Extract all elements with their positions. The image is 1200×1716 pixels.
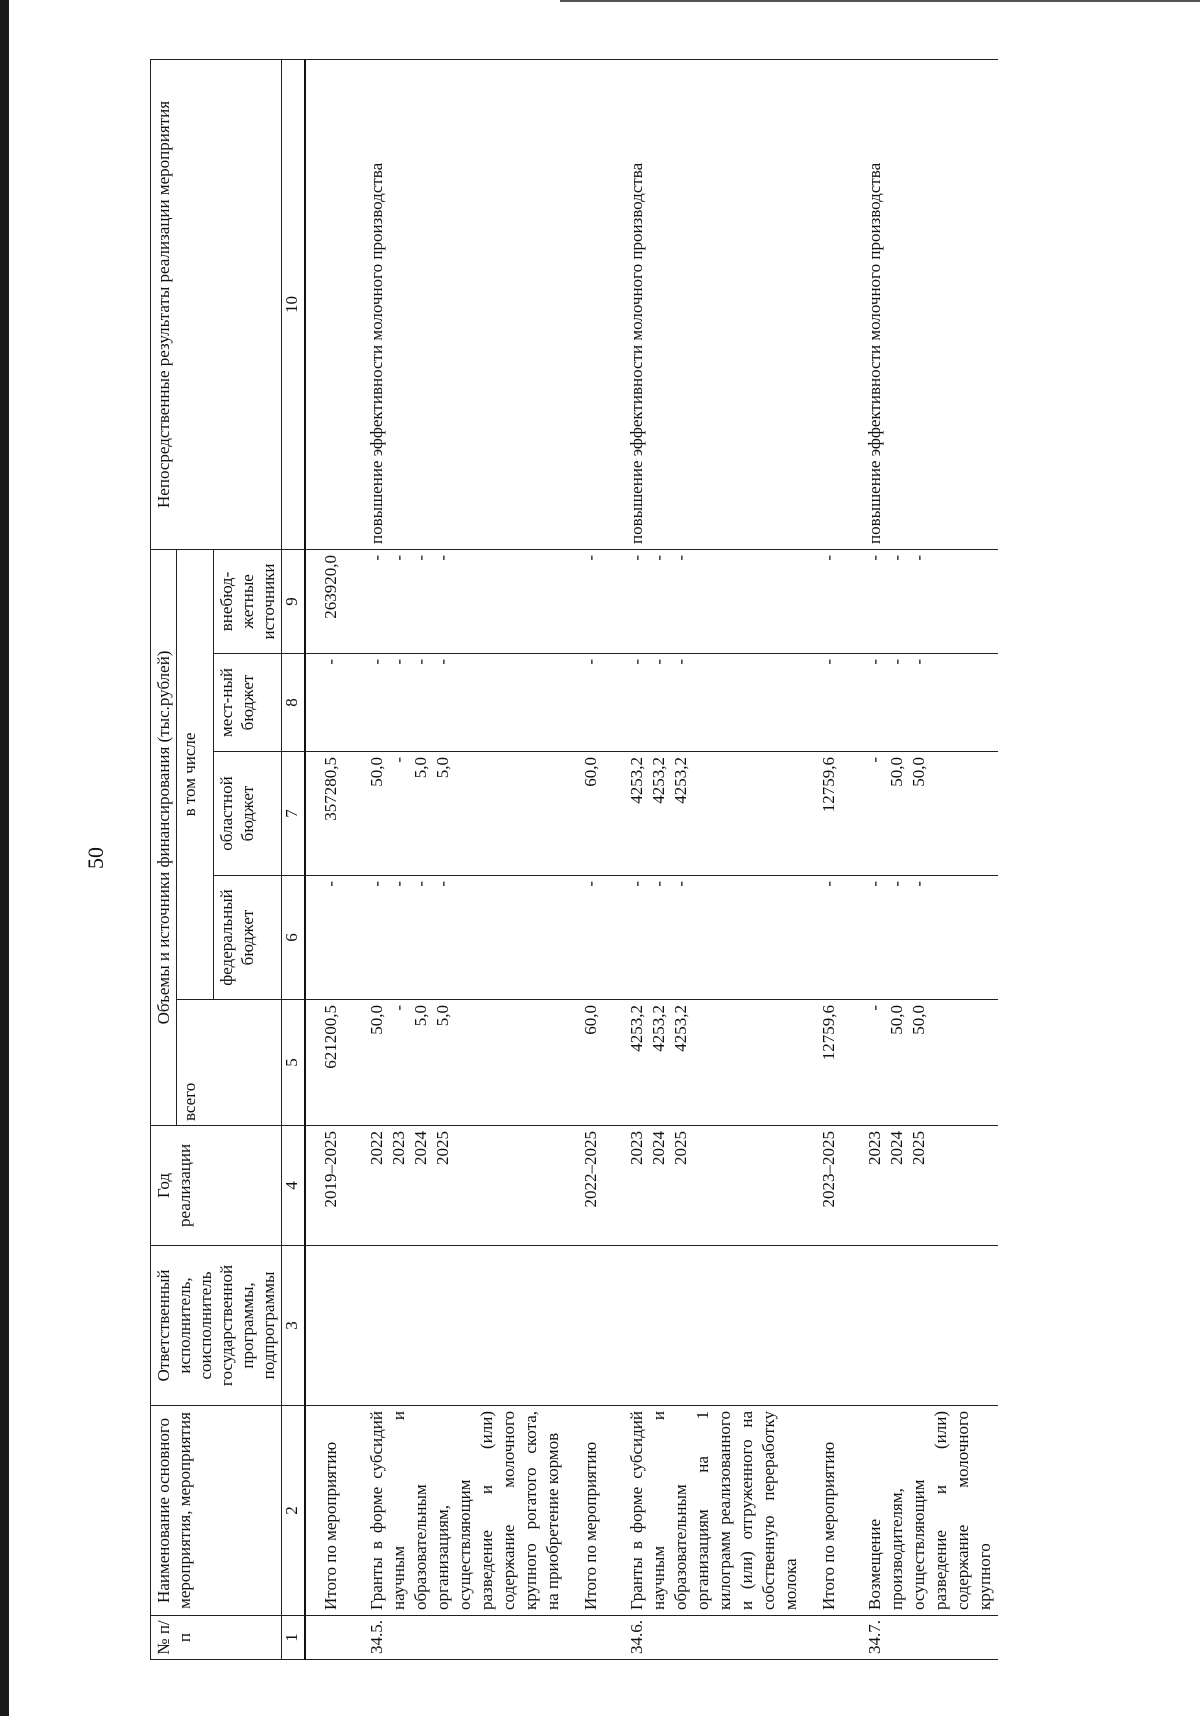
amount-total [344, 1000, 566, 1126]
scan-edge-bar [0, 0, 9, 1716]
amount-value: 60,0 [581, 1005, 600, 1035]
amount-regional [305, 752, 344, 876]
row-years [842, 1126, 998, 1246]
amount-value: - [649, 881, 668, 887]
year-value: 2024 [887, 1131, 906, 1165]
header-regional: областной бюджет [214, 752, 282, 876]
row-years [604, 1126, 804, 1246]
amount-federal [604, 876, 804, 1000]
row-executor [305, 1246, 344, 1406]
row-years [566, 1126, 604, 1246]
amount-offbudget [604, 549, 804, 653]
amount-value: 50,0 [909, 1005, 928, 1035]
amount-value: - [581, 659, 600, 665]
amount-value: - [865, 659, 884, 665]
amount-regional [842, 752, 998, 876]
amount-value: - [887, 659, 906, 665]
year-value: 2024 [411, 1131, 430, 1165]
col-number: 5 [282, 1000, 306, 1126]
header-volumes: Объемы и источники финансирования (тыс.рублей) [151, 549, 177, 1125]
year-value: 2025 [909, 1131, 928, 1165]
amount-value: 621200,5 [321, 1005, 340, 1069]
amount-value: - [671, 554, 690, 561]
amount-local [842, 654, 998, 752]
amount-value: - [819, 554, 838, 561]
row-name [305, 1406, 344, 1616]
amount-value: - [865, 1005, 884, 1011]
col-number: 7 [282, 752, 306, 876]
year-range: 2019–2025 [321, 1131, 340, 1208]
amount-value: - [627, 881, 646, 887]
total-row [305, 59, 344, 1659]
amount-value: - [389, 881, 408, 887]
amount-total [842, 1000, 998, 1126]
row-name: Возмещение производителям, осуществляющим разведение и (или) содержание молочного крупного [842, 1406, 998, 1616]
col-number: 6 [282, 876, 306, 1000]
amount-value: 50,0 [887, 1005, 906, 1035]
amount-total [305, 1000, 344, 1126]
page-number: 50 [83, 847, 108, 869]
amount-local [344, 654, 566, 752]
header-year: Год реализации [151, 1126, 282, 1246]
row-result: повышение эффективности молочного производства [344, 59, 566, 549]
amount-value: - [865, 757, 884, 763]
amount-value: - [433, 659, 452, 665]
amount-federal [305, 876, 344, 1000]
amount-value: 5,0 [411, 1005, 430, 1027]
year-value: 2023 [865, 1131, 884, 1165]
amount-local [604, 654, 804, 752]
table-row [604, 59, 804, 1659]
amount-value: - [887, 881, 906, 887]
year-value: 2023 [627, 1131, 646, 1165]
amount-offbudget [804, 549, 842, 653]
year-value: 2023 [389, 1131, 408, 1165]
amount-value: - [649, 659, 668, 665]
amount-regional [604, 752, 804, 876]
rotated-document [150, 60, 1200, 1660]
amount-value: 5,0 [433, 1005, 452, 1027]
amount-federal [842, 876, 998, 1000]
amount-value: 12759,6 [819, 1005, 838, 1061]
amount-value: - [389, 1005, 408, 1011]
amount-value: - [321, 881, 340, 887]
amount-value: - [433, 881, 452, 887]
amount-offbudget [842, 549, 998, 653]
total-row [566, 59, 604, 1659]
row-executor [804, 1246, 842, 1406]
amount-value: 4253,2 [649, 1005, 668, 1052]
table-row [842, 59, 998, 1659]
row-years [804, 1126, 842, 1246]
amount-value: - [411, 659, 430, 665]
row-name: Гранты в форме субсидий научным и образовательным организациям, осуществляющим разведение и (или) содержание молочного крупного рогатого скота, на приобретение кормов [344, 1406, 566, 1616]
year-value: 2025 [433, 1131, 452, 1165]
row-executor [566, 1246, 604, 1406]
row-executor [604, 1246, 804, 1406]
amount-value: 5,0 [411, 757, 430, 779]
amount-value: 4253,2 [671, 1005, 690, 1052]
header-local: мест-ный бюджет [214, 654, 282, 752]
amount-offbudget [566, 549, 604, 653]
amount-value: - [671, 659, 690, 665]
amount-value: 50,0 [887, 757, 906, 787]
amount-value: - [389, 659, 408, 665]
amount-total [566, 1000, 604, 1126]
amount-value: 5,0 [433, 757, 452, 779]
year-value: 2025 [671, 1131, 690, 1165]
amount-offbudget [344, 549, 566, 653]
amount-value: - [865, 881, 884, 887]
header-num: № п/п [151, 1616, 282, 1660]
header-federal: федеральный бюджет [214, 876, 282, 1000]
row-name-text: Итого по мероприятию [321, 1441, 340, 1610]
scan-top-line [560, 0, 1200, 2]
amount-federal [344, 876, 566, 1000]
row-number: 34.6. [604, 1616, 804, 1660]
amount-value: - [819, 881, 838, 887]
row-executor [842, 1246, 998, 1406]
row-name [566, 1406, 604, 1616]
table-row [344, 59, 566, 1659]
row-number [305, 1616, 344, 1660]
amount-value: 4253,2 [627, 1005, 646, 1052]
amount-value: 263920,0 [321, 554, 340, 619]
amount-value: 50,0 [909, 757, 928, 787]
amount-value: - [367, 881, 386, 887]
amount-value: 4253,2 [649, 757, 668, 804]
amount-value: - [581, 881, 600, 887]
table-body [305, 59, 998, 1659]
row-executor [344, 1246, 566, 1406]
amount-value: 12759,6 [819, 757, 838, 813]
row-result [305, 59, 344, 549]
row-result: повышение эффективности молочного производства [842, 59, 998, 549]
amount-value: 50,0 [367, 1005, 386, 1035]
row-name: Гранты в форме субсидий научным и образовательным организациям на 1 килограмм реализованного и (или) отгруженного на собственную переработку молока [604, 1406, 804, 1616]
year-value: 2022 [367, 1131, 386, 1165]
row-name [804, 1406, 842, 1616]
column-number-row [282, 59, 306, 1659]
amount-value: - [411, 554, 430, 561]
row-result [804, 59, 842, 549]
amount-value: - [627, 554, 646, 561]
amount-value: - [581, 554, 600, 561]
amount-value: - [819, 659, 838, 665]
amount-value: - [627, 659, 646, 665]
col-number: 3 [282, 1246, 306, 1406]
col-number: 1 [282, 1616, 306, 1660]
amount-offbudget [305, 549, 344, 653]
header-including: в том числе [177, 549, 214, 999]
row-name-text: Итого по мероприятию [581, 1441, 600, 1610]
amount-value: - [671, 881, 690, 887]
amount-value: - [389, 757, 408, 763]
amount-value: - [909, 881, 928, 887]
row-result: повышение эффективности молочного производства [604, 59, 804, 549]
amount-value: - [433, 554, 452, 561]
amount-value: - [367, 554, 386, 561]
amount-local [566, 654, 604, 752]
row-number: 34.5. [344, 1616, 566, 1660]
financing-table [150, 59, 998, 1660]
header-total: всего [177, 1000, 282, 1126]
header-offbudget: внебюд-жетные источники [214, 549, 282, 653]
row-years [344, 1126, 566, 1246]
amount-value: 4253,2 [671, 757, 690, 804]
amount-value: - [389, 554, 408, 561]
amount-local [804, 654, 842, 752]
amount-value: - [321, 659, 340, 665]
header-name: Наименование основного мероприятия, мероприятия [151, 1406, 282, 1616]
amount-value: - [411, 881, 430, 887]
amount-regional [344, 752, 566, 876]
col-number: 2 [282, 1406, 306, 1616]
col-number: 10 [282, 59, 306, 549]
row-result [566, 59, 604, 549]
amount-local [305, 654, 344, 752]
amount-value: - [865, 554, 884, 561]
amount-federal [804, 876, 842, 1000]
col-number: 4 [282, 1126, 306, 1246]
amount-regional [566, 752, 604, 876]
header-executor: Ответственный исполнитель, соисполнитель государственной программы, подпрограммы [151, 1246, 282, 1406]
year-range: 2022–2025 [581, 1131, 600, 1208]
amount-value: 50,0 [367, 757, 386, 787]
amount-value: - [909, 659, 928, 665]
amount-total [604, 1000, 804, 1126]
year-range: 2023–2025 [819, 1131, 838, 1208]
row-name-text: Итого по мероприятию [819, 1441, 838, 1610]
amount-federal [566, 876, 604, 1000]
amount-regional [804, 752, 842, 876]
row-number [566, 1616, 604, 1660]
row-years [305, 1126, 344, 1246]
amount-value: - [367, 659, 386, 665]
amount-value: 60,0 [581, 757, 600, 787]
amount-value: 4253,2 [627, 757, 646, 804]
amount-value: - [887, 554, 906, 561]
amount-value: 357280,5 [321, 757, 340, 821]
row-number: 34.7. [842, 1616, 998, 1660]
year-value: 2024 [649, 1131, 668, 1165]
amount-value: - [909, 554, 928, 561]
col-number: 9 [282, 549, 306, 653]
amount-value: - [649, 554, 668, 561]
col-number: 8 [282, 654, 306, 752]
total-row [804, 59, 842, 1659]
amount-total [804, 1000, 842, 1126]
header-results: Непосредственные результаты реализации мероприятия [151, 59, 282, 549]
row-number [804, 1616, 842, 1660]
